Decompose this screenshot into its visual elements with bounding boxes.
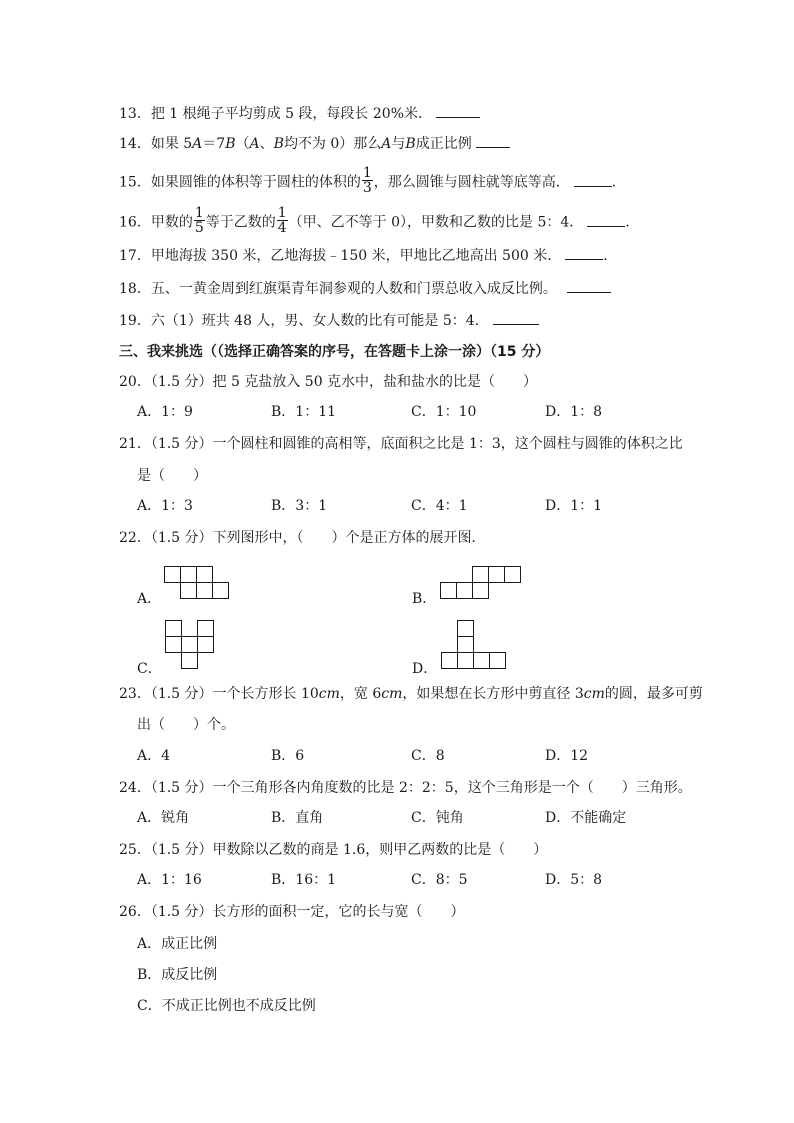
answer-blank[interactable] [574,174,612,187]
question-16-text: 等于乙数的 [205,214,276,231]
question-14-text: 与 [391,136,406,152]
unit: cm [583,686,605,702]
option-b[interactable]: B．6 [271,748,305,764]
option-c[interactable]: C．8 [411,748,445,764]
cube-net-a [164,566,232,602]
numerator: 1 [194,205,204,221]
option-a[interactable]: A． [137,591,162,607]
question-14-text: ＝7 [202,136,226,152]
option-c[interactable]: C． [137,661,162,677]
denominator: 5 [194,220,204,236]
question-16 [119,205,630,237]
question-23-options [137,746,657,766]
option-a[interactable]: A．4 [137,748,171,764]
option-a[interactable]: A．1：16 [137,872,202,888]
option-b[interactable]: B． [412,591,437,607]
numerator: 1 [277,205,287,221]
variable-b: B [405,136,416,152]
fraction [362,166,373,195]
unit: cm [318,686,340,702]
question-16-text: （甲、乙不等于 0），甲数和乙数的比是 5：4． [288,214,584,231]
option-d[interactable]: D．5：8 [545,872,603,888]
option-b[interactable]: B．成反比例 [137,967,218,983]
question-19-text: 19．六（1）班共 48 人，男、女人数的比有可能是 5：4． [119,313,489,329]
question-21-stem: 21．（1.5 分）一个圆柱和圆锥的高相等，底面积之比是 1：3，这个圆柱与圆锥的体积之比 [119,436,683,452]
cube-net-b [440,566,526,602]
option-b[interactable]: B．16：1 [271,872,337,888]
question-21-stem-cont: 是（ ） [137,468,207,484]
variable-a: A [249,136,260,152]
question-14-text: 14．如果 5 [119,136,193,152]
question-25-options [137,870,657,890]
unit: cm [381,686,403,702]
numerator: 1 [362,165,372,181]
option-d[interactable]: D． [412,661,438,677]
option-a[interactable]: A．1：3 [137,498,193,514]
question-24-options [137,808,657,828]
question-25-stem: 25．（1.5 分）甲数除以乙数的商是 1.6，则甲乙两数的比是（ ） [119,842,548,858]
answer-blank[interactable] [493,312,539,325]
denominator: 3 [362,180,372,196]
option-a[interactable]: A．锐角 [137,810,190,826]
option-b[interactable]: B．3：1 [271,498,328,514]
question-20-stem: 20．（1.5 分）把 5 克盐放入 50 克水中，盐和盐水的比是（ ） [119,374,538,390]
question-21-options [137,496,657,516]
cube-net-d [441,620,511,672]
section-3-heading: 三、我来挑选（（选择正确答案的序号，在答题卡上涂一涂）（15 分） [119,344,550,360]
question-14-text: 、 [259,136,274,152]
question-16-text: 16．甲数的 [119,214,193,231]
question-23-stem [119,684,703,704]
answer-blank[interactable] [587,214,625,227]
question-26-stem: 26．（1.5 分）长方形的面积一定，它的长与宽（ ） [119,904,465,920]
question-13 [119,104,480,124]
period: . [603,248,608,264]
answer-blank[interactable] [436,105,480,118]
question-14-text: 均不为 0）那么 [283,136,382,152]
option-d[interactable]: D．不能确定 [545,810,627,826]
question-17 [119,246,608,266]
question-23-text: ，宽 6 [339,686,382,702]
question-23-text: 的圆，最多可剪 [604,686,703,702]
option-c[interactable]: C．8：5 [411,872,468,888]
variable-b: B [225,136,236,152]
fraction [194,206,205,235]
variable-a: A [192,136,203,152]
answer-blank[interactable] [567,280,611,293]
option-d[interactable]: D．1：1 [545,498,603,514]
period: . [611,174,617,191]
question-24-stem: 24．（1.5 分）一个三角形各内角度数的比是 2：2：5，这个三角形是一个（ ）三角形。 [119,780,692,796]
option-b[interactable]: B．直角 [271,810,324,826]
question-15-text: ，那么圆锥与圆柱就等底等高． [373,174,570,191]
option-c[interactable]: C．4：1 [411,498,468,514]
question-23-stem-cont: 出（ ）个。 [137,717,235,733]
question-13-text: 13．把 1 根绳子平均剪成 5 段，每段长 20%米． [119,106,432,122]
cube-net-c [165,620,219,672]
question-14 [119,134,510,154]
question-23-text: ，如果想在长方形中剪直径 3 [402,686,584,702]
answer-blank[interactable] [476,135,510,148]
option-a[interactable]: A．成正比例 [137,936,218,952]
variable-a: A [381,136,392,152]
answer-blank[interactable] [565,247,603,260]
question-18 [119,279,611,299]
option-c[interactable]: C．不成正比例也不成反比例 [137,998,316,1014]
question-19 [119,311,539,331]
variable-b: B [273,136,284,152]
question-15-text: 15．如果圆锥的体积等于圆柱的体积的 [119,174,361,191]
question-17-text: 17．甲地海拔 350 米，乙地海拔﹣150 米，甲地比乙地高出 500 米． [119,248,562,264]
question-15 [119,165,617,197]
question-23-text: 23．（1.5 分）一个长方形长 10 [119,686,319,702]
question-14-text: 成正比例 [415,136,472,152]
option-d[interactable]: D．1：8 [545,404,603,420]
option-b[interactable]: B．1：11 [271,404,337,420]
option-c[interactable]: C．1：10 [411,404,477,420]
option-c[interactable]: C．钝角 [411,810,464,826]
fraction [277,206,288,235]
question-20-options [137,402,657,422]
question-22-stem: 22．（1.5 分）下列图形中，（ ）个是正方体的展开图． [119,530,486,546]
question-14-text: （ [235,136,250,152]
option-d[interactable]: D．12 [545,748,589,764]
option-a[interactable]: A．1：9 [137,404,193,420]
period: . [625,214,630,231]
question-18-text: 18．五、一黄金周到红旗渠青年洞参观的人数和门票总收入成反比例。 [119,281,557,297]
denominator: 4 [277,220,287,236]
